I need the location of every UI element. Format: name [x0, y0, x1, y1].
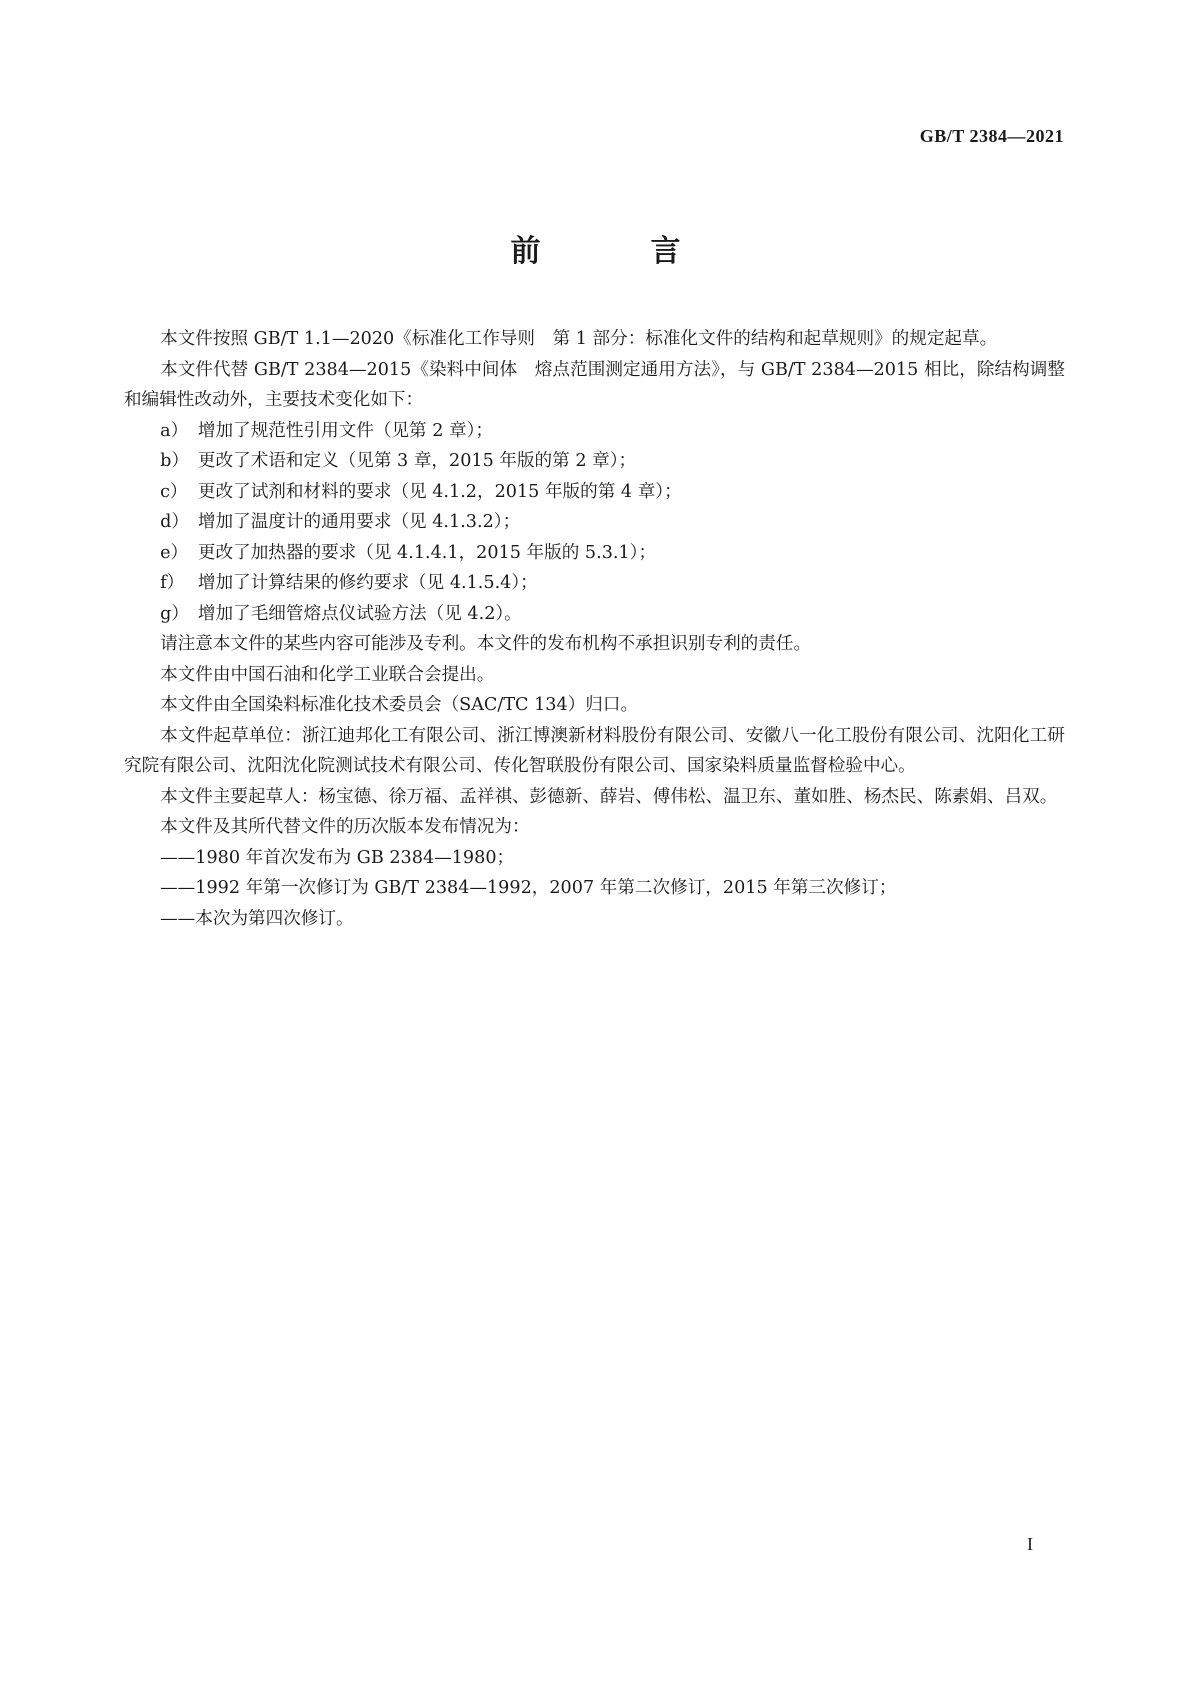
paragraph-proposer: 本文件由中国石油和化学工业联合会提出。: [160, 664, 495, 685]
change-text: 更改了加热器的要求（见 4.1.4.1，2015 年版的 5.3.1）；: [197, 542, 657, 563]
list-marker: g）: [160, 603, 189, 624]
foreword-body: [124, 324, 1065, 934]
paragraph-drafters: 本文件主要起草人：杨宝德、徐万福、孟祥祺、彭德新、薛岩、傅伟松、温卫东、董如胜、杨杰民、陈素娟、吕双。: [160, 786, 1058, 807]
list-marker: d）: [160, 512, 189, 532]
standard-number: GB/T 2384—2021: [919, 126, 1064, 146]
paragraph-drafting-units: 本文件起草单位：浙江迪邦化工有限公司、浙江博澳新材料股份有限公司、安徽八一化工股份有限公司、沈阳化工研究院有限公司、沈阳沈化院测试技术有限公司、传化智联股份有限公司、国家染料质量监督检验中心。: [124, 725, 1065, 776]
change-item-d: [124, 507, 1065, 538]
change-item-f: [124, 568, 1065, 599]
change-text: 增加了计算结果的修约要求（见 4.1.5.4）；: [197, 573, 538, 593]
change-item-a: [124, 416, 1065, 447]
change-text: 更改了术语和定义（见第 3 章，2015 年版的第 2 章）；: [197, 451, 637, 471]
page-title: 前 言: [510, 234, 721, 269]
change-text: 增加了温度计的通用要求（见 4.1.3.2）；: [197, 512, 521, 532]
history-item: ——1980 年首次发布为 GB 2384—1980；: [160, 847, 515, 868]
history-item: ——1992 年第一次修订为 GB/T 2384—1992，2007 年第二次修订，2015 年第三次修订；: [160, 878, 897, 898]
paragraph-drafting-basis: 本文件按照 GB/T 1.1—2020《标准化工作导则 第 1 部分：标准化文件的结构和起草规则》的规定起草。: [160, 329, 998, 349]
paragraph-patent-notice: 请注意本文件的某些内容可能涉及专利。本文件的发布机构不承担识别专利的责任。: [160, 634, 812, 654]
paragraph-committee: 本文件由全国染料标准化技术委员会（SAC/TC 134）归口。: [160, 695, 639, 715]
list-marker: e）: [160, 542, 189, 563]
page-number: I: [1027, 1534, 1033, 1554]
list-marker: a）: [160, 420, 189, 441]
change-item-e: [124, 538, 1065, 569]
change-text: 更改了试剂和材料的要求（见 4.1.2，2015 年版的第 4 章）；: [197, 481, 682, 502]
list-marker: c）: [160, 481, 188, 502]
change-item-c: [124, 477, 1065, 508]
change-item-g: [124, 599, 1065, 630]
change-item-b: [124, 446, 1065, 477]
paragraph-replacement: 本文件代替 GB/T 2384—2015《染料中间体 熔点范围测定通用方法》，与 GB/T 2384—2015 相比，除结构调整和编辑性改动外，主要技术变化如下：: [124, 359, 1065, 410]
list-marker: f）: [160, 573, 185, 593]
history-item: ——本次为第四次修订。: [160, 908, 354, 929]
change-text: 增加了毛细管熔点仪试验方法（见 4.2）。: [197, 603, 522, 624]
change-text: 增加了规范性引用文件（见第 2 章）；: [197, 420, 493, 441]
paragraph-history-intro: 本文件及其所代替文件的历次版本发布情况为：: [160, 817, 530, 837]
list-marker: b）: [160, 451, 189, 471]
